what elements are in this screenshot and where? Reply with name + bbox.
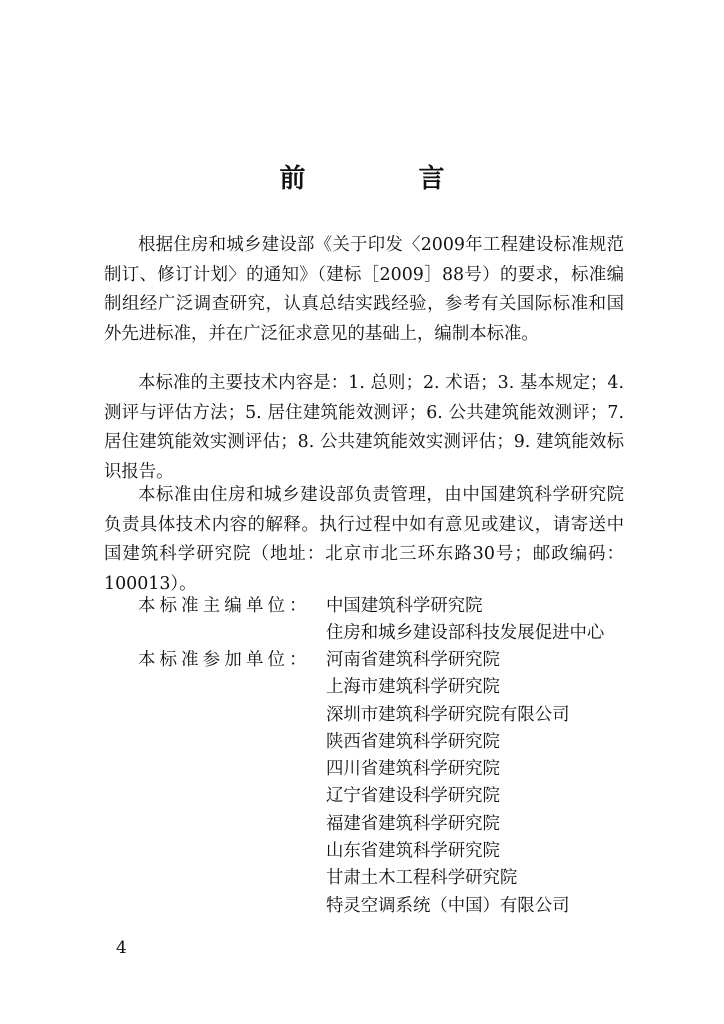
participating-unit: 陕西省建筑科学研究院 — [326, 731, 500, 752]
preface-paragraph-2: 本标准的主要技术内容是：1. 总则；2. 术语；3. 基本规定；4. 测评与评估方法；5. 居住建筑能效测评；6. 公共建筑能效测评；7. 居住建筑能效实测评估；8. 公共建筑能效实测评估；9. 建筑能效标识报告。 — [104, 373, 624, 482]
preface-paragraph-1: 根据住房和城乡建设部《关于印发〈2009年工程建设标准规范制订、修订计划〉的通知》（建标［2009］88号）的要求，标准编制组经广泛调查研究，认真总结实践经验，参考有关国际标准和国外先进标准，并在广泛征求意见的基础上，编制本标准。 — [104, 235, 624, 344]
chief-units-label: 本标准主编单位： — [138, 596, 311, 616]
participating-unit: 上海市建筑科学研究院 — [326, 677, 500, 698]
participating-units-row — [104, 647, 644, 920]
chief-unit: 中国建筑科学研究院 — [326, 596, 483, 616]
chief-unit: 住房和城乡建设部科技发展促进中心 — [326, 623, 605, 644]
participating-unit: 福建省建筑科学研究院 — [326, 813, 500, 834]
participating-units-label: 本标准参加单位： — [138, 650, 311, 670]
participating-unit: 四川省建筑科学研究院 — [326, 759, 500, 780]
participating-unit: 甘肃土木工程科学研究院 — [326, 868, 518, 889]
participating-unit: 山东省建筑科学研究院 — [326, 841, 500, 862]
chief-units-row — [104, 593, 644, 648]
page-number: 4 — [116, 938, 127, 958]
participating-units-list — [326, 647, 644, 920]
participating-unit: 深圳市建筑科学研究院有限公司 — [326, 704, 570, 725]
chief-units-list — [326, 593, 644, 648]
participating-unit: 辽宁省建设科学研究院 — [326, 786, 500, 807]
participating-units-block — [104, 647, 644, 920]
preface-paragraph-3: 本标准由住房和城乡建设部负责管理，由中国建筑科学研究院负责具体技术内容的解释。执行过程中如有意见或建议，请寄送中国建筑科学研究院（地址：北京市北三环东路30号；邮政编码：100013）。 — [104, 485, 624, 594]
page-title: 前 言 — [279, 164, 497, 194]
participating-unit: 河南省建筑科学研究院 — [326, 650, 500, 670]
participating-unit: 特灵空调系统（中国）有限公司 — [326, 895, 570, 916]
chief-units-block — [104, 593, 644, 648]
